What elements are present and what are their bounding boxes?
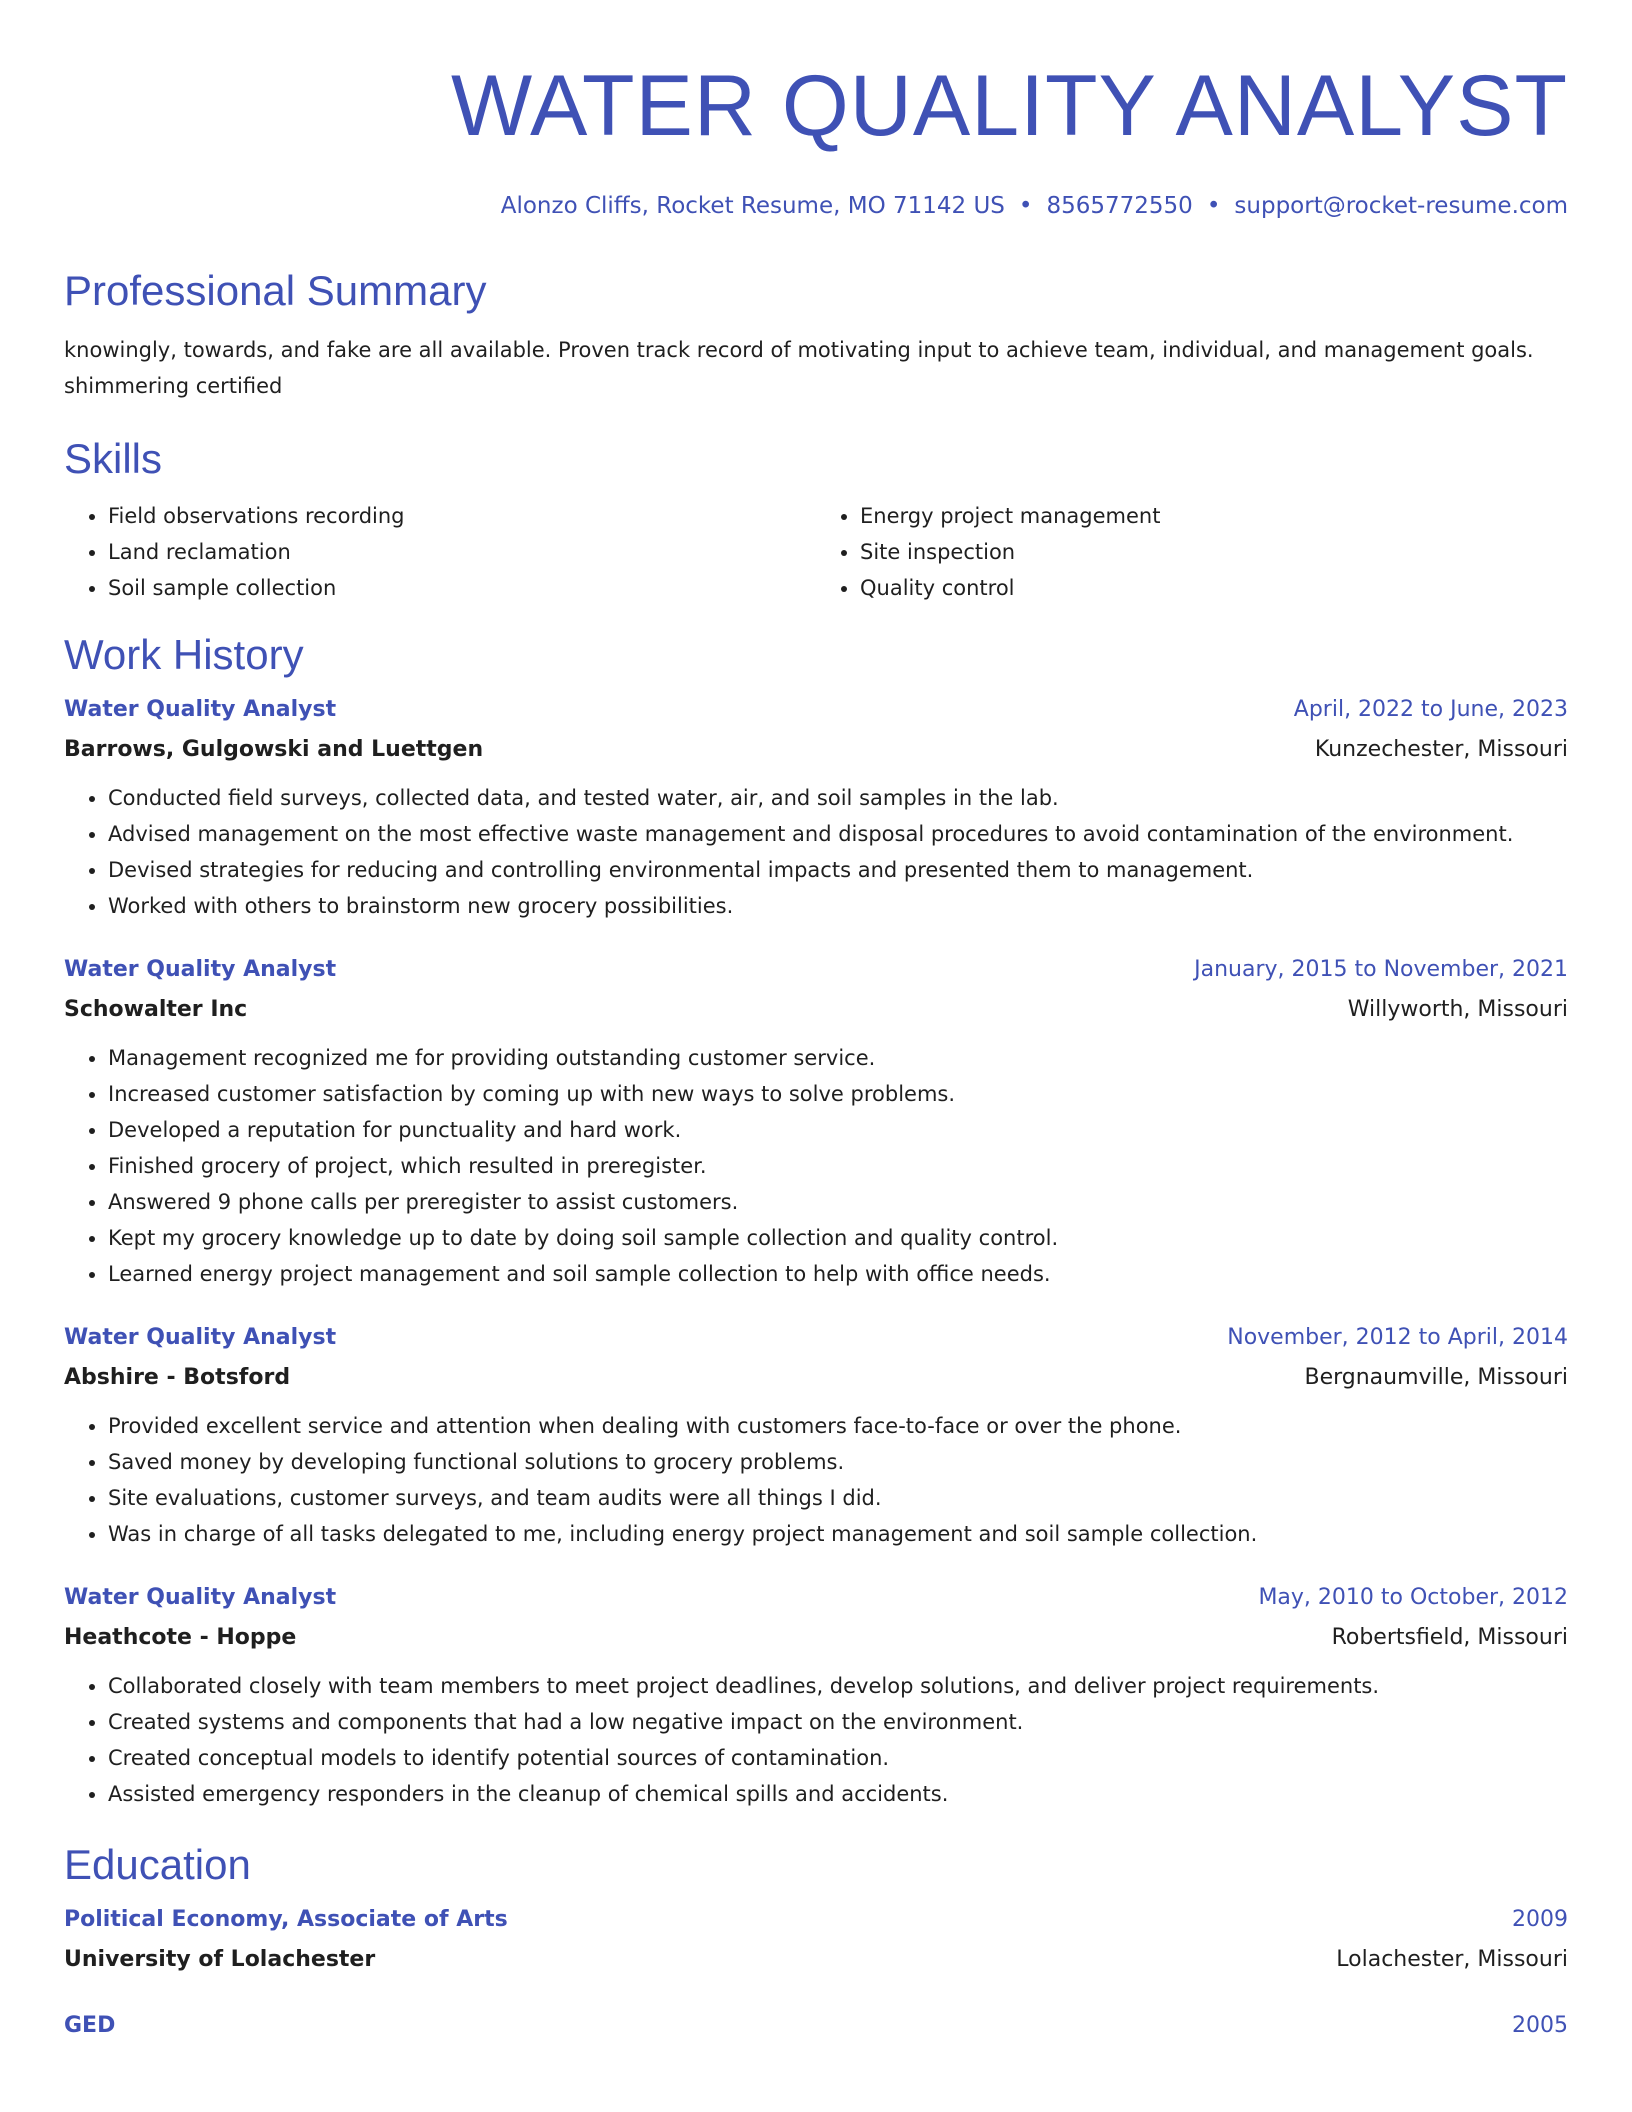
job-bullet: • Answered 9 phone calls per preregister to assist customers. bbox=[108, 1184, 1568, 1220]
job-company: Heathcote - Hoppe bbox=[64, 1625, 297, 1650]
job-role-row bbox=[64, 1318, 1568, 1358]
job-company-row bbox=[64, 1618, 1568, 1658]
job-dates: April, 2022 to June, 2023 bbox=[1293, 697, 1568, 722]
work-history-heading: Work History bbox=[64, 631, 304, 678]
education-degree: Political Economy, Associate of Arts bbox=[64, 1907, 508, 1932]
skill-item: • Quality control bbox=[860, 570, 1568, 606]
job-company-row bbox=[64, 730, 1568, 770]
skill-item: • Site inspection bbox=[860, 534, 1568, 570]
job-role-row bbox=[64, 690, 1568, 730]
job-entry bbox=[64, 1578, 1568, 1812]
job-bullets bbox=[64, 1668, 1568, 1812]
contact-line bbox=[64, 190, 1568, 222]
job-location: Kunzechester, Missouri bbox=[1314, 737, 1568, 762]
job-bullet: • Devised strategies for reducing and controlling environmental impacts and presented them to management. bbox=[108, 852, 1568, 888]
skills-column-right bbox=[816, 498, 1568, 606]
job-bullet: • Was in charge of all tasks delegated to me, including energy project management and soil sample collection. bbox=[108, 1516, 1568, 1552]
job-company-row bbox=[64, 990, 1568, 1030]
job-role: Water Quality Analyst bbox=[64, 1325, 337, 1350]
education-degree: GED bbox=[64, 2013, 116, 2038]
summary-text: knowingly, towards, and fake are all available. Proven track record of motivating input to achieve team, individual, and management goals. shimmering certified bbox=[64, 338, 1534, 398]
job-bullet: • Created conceptual models to identify potential sources of contamination. bbox=[108, 1740, 1568, 1776]
job-location: Bergnaumville, Missouri bbox=[1304, 1365, 1568, 1390]
contact-separator: • bbox=[1018, 193, 1033, 219]
job-company-row bbox=[64, 1358, 1568, 1398]
job-bullet: • Developed a reputation for punctuality and hard work. bbox=[108, 1112, 1568, 1148]
job-entry bbox=[64, 690, 1568, 924]
job-dates: January, 2015 to November, 2021 bbox=[1194, 957, 1568, 982]
job-bullet: • Finished grocery of project, which resulted in preregister. bbox=[108, 1148, 1568, 1184]
skill-item: • Field observations recording bbox=[108, 498, 816, 534]
job-entry bbox=[64, 950, 1568, 1292]
job-role: Water Quality Analyst bbox=[64, 957, 337, 982]
job-bullet: • Learned energy project management and soil sample collection to help with office needs. bbox=[108, 1256, 1568, 1292]
job-bullet: • Worked with others to brainstorm new grocery possibilities. bbox=[108, 888, 1568, 924]
job-bullet: • Saved money by developing functional solutions to grocery problems. bbox=[108, 1444, 1568, 1480]
skills-list bbox=[64, 498, 1568, 606]
education-heading: Education bbox=[64, 1841, 251, 1888]
education-degree-row bbox=[64, 2006, 1568, 2046]
resume-page bbox=[64, 0, 1568, 2046]
contact-email: support@rocket-resume.com bbox=[1234, 193, 1568, 219]
job-location: Robertsfield, Missouri bbox=[1331, 1625, 1568, 1650]
job-company: Abshire - Botsford bbox=[64, 1365, 291, 1390]
education-year: 2005 bbox=[1512, 2013, 1568, 2038]
job-role-row bbox=[64, 950, 1568, 990]
job-dates: November, 2012 to April, 2014 bbox=[1227, 1325, 1568, 1350]
resume-title: WATER QUALITY ANALYST bbox=[451, 58, 1568, 154]
job-bullet: • Increased customer satisfaction by coming up with new ways to solve problems. bbox=[108, 1076, 1568, 1112]
skill-item: • Land reclamation bbox=[108, 534, 816, 570]
summary-heading: Professional Summary bbox=[64, 267, 487, 314]
job-bullets bbox=[64, 1408, 1568, 1552]
skills-column-left bbox=[64, 498, 816, 606]
job-bullet: • Conducted field surveys, collected data, and tested water, air, and soil samples in the lab. bbox=[108, 780, 1568, 816]
skills-heading: Skills bbox=[64, 435, 163, 482]
job-bullet: • Management recognized me for providing outstanding customer service. bbox=[108, 1040, 1568, 1076]
contact-address: Alonzo Cliffs, Rocket Resume, MO 71142 US bbox=[500, 193, 1005, 219]
job-bullets bbox=[64, 1040, 1568, 1292]
job-bullet: • Created systems and components that had a low negative impact on the environment. bbox=[108, 1704, 1568, 1740]
job-bullet: • Site evaluations, customer surveys, and team audits were all things I did. bbox=[108, 1480, 1568, 1516]
education-entry bbox=[64, 2006, 1568, 2046]
education-school: University of Lolachester bbox=[64, 1947, 376, 1972]
education-year: 2009 bbox=[1512, 1907, 1568, 1932]
job-bullet: • Provided excellent service and attention when dealing with customers face-to-face or over the phone. bbox=[108, 1408, 1568, 1444]
skill-item: • Soil sample collection bbox=[108, 570, 816, 606]
education-degree-row bbox=[64, 1900, 1568, 1940]
job-role-row bbox=[64, 1578, 1568, 1618]
job-bullet: • Advised management on the most effective waste management and disposal procedures to avoid contamination of the environment. bbox=[108, 816, 1568, 852]
education-entry bbox=[64, 1900, 1568, 1980]
job-bullet: • Assisted emergency responders in the cleanup of chemical spills and accidents. bbox=[108, 1776, 1568, 1812]
education-location: Lolachester, Missouri bbox=[1336, 1947, 1568, 1972]
job-location: Willyworth, Missouri bbox=[1347, 997, 1568, 1022]
job-entry bbox=[64, 1318, 1568, 1552]
education-school-row bbox=[64, 1940, 1568, 1980]
job-role: Water Quality Analyst bbox=[64, 1585, 337, 1610]
job-bullets bbox=[64, 780, 1568, 924]
job-company: Schowalter Inc bbox=[64, 997, 248, 1022]
job-dates: May, 2010 to October, 2012 bbox=[1258, 1585, 1568, 1610]
job-company: Barrows, Gulgowski and Luettgen bbox=[64, 737, 484, 762]
contact-phone: 8565772550 bbox=[1046, 193, 1193, 219]
job-role: Water Quality Analyst bbox=[64, 697, 337, 722]
resume-header bbox=[64, 0, 1568, 222]
job-bullet: • Kept my grocery knowledge up to date by doing soil sample collection and quality control. bbox=[108, 1220, 1568, 1256]
skill-item: • Energy project management bbox=[860, 498, 1568, 534]
contact-separator: • bbox=[1206, 193, 1221, 219]
job-bullet: • Collaborated closely with team members to meet project deadlines, develop solutions, and deliver project requirements. bbox=[108, 1668, 1568, 1704]
